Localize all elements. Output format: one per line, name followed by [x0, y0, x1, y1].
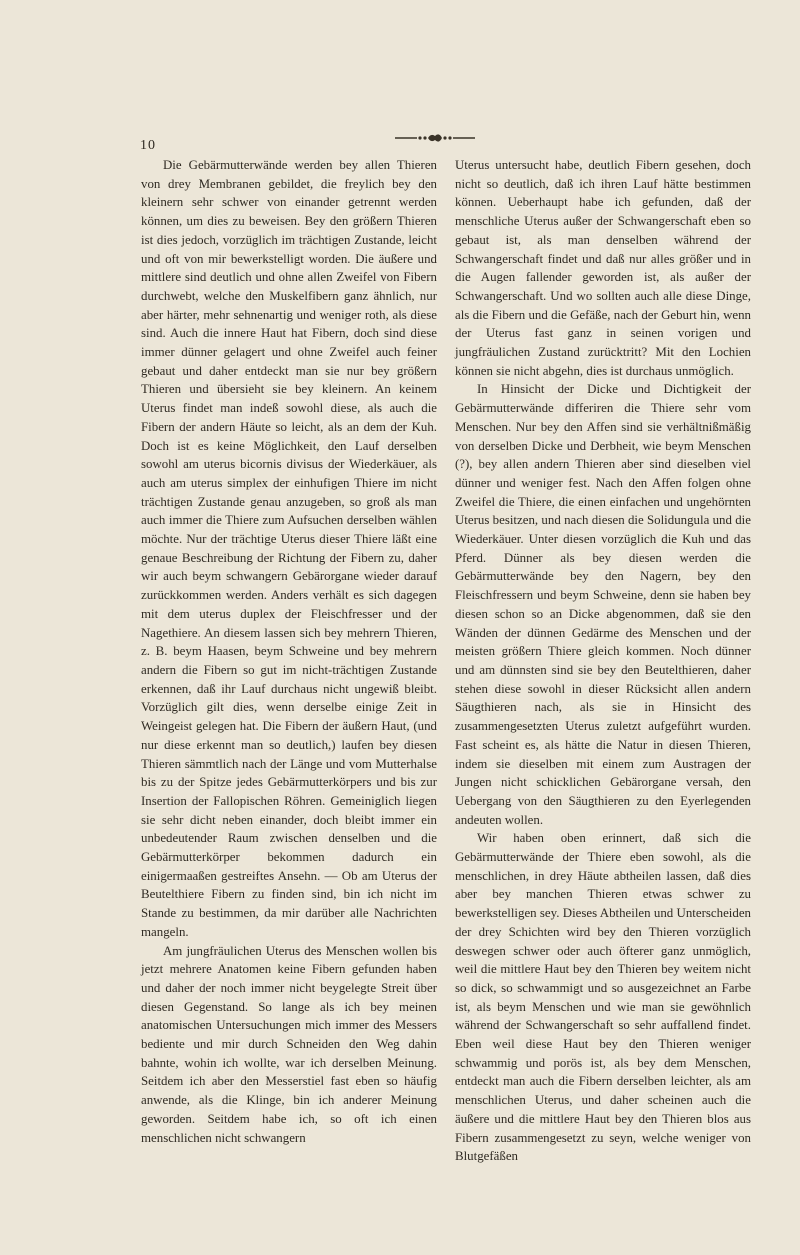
- right-paragraph-3: Wir haben oben erinnert, daß sich die Gebärmutterwände der Thiere eben sowohl, als die menschlichen, in drey Häute abtheilen lassen, daß dies aber bey manchen Thieren etwas schwer zu bewerkstelligen sey. Dieses Abtheilen und Unterscheiden der drey Schichten wird bey den Thieren vorzüglich deswegen schwer oder auch öfterer ganz unmöglich, weil die mittlere Haut bey den Thieren bey weitem nicht so dick, so schwammigt und so ausgezeichnet an Farbe ist, als beym Menschen und wie man sie gewöhnlich während der Schwangerschaft so sehr auffallend findet. Eben weil diese Haut bey den Thieren weniger schwammig und porös ist, als bey dem Menschen, entdeckt man auch die Fibern derselben leichter, als am menschlichen Uterus, und daher scheinen auch die äußere und die mittlere Haut bey den Thieren blos aus Fibern zusammengesetzt zu seyn, welche weniger von Blutgefäßen: [455, 831, 751, 1164]
- right-text-column: [455, 156, 751, 1166]
- left-text-column: [141, 156, 437, 1147]
- right-paragraph-2: In Hinsicht der Dicke und Dichtigkeit der Gebärmutterwände differiren die Thiere sehr vom Menschen. Nur bey den Affen sind sie verhältnißmäßig von derselben Dicke und Derbheit, wie beym Menschen (?), bey allen andern Thieren aber sind dieselben viel dünner und weniger fest. Nach den Affen folgen ohne Zweifel die Thiere, die einen einfachen und ungehörnten Uterus besitzen, und nach diesen die Solidungula und die Wiederkäuer. Unter diesen vorzüglich die Kuh und das Pferd. Dünner als bey diesen werden die Gebärmutterwände bey den Nagern, bey den Fleischfressern und beym Schweine, denn sie haben bey diesen schon so an Dicke abgenommen, daß sie den Wänden der dünnen Gedärme des Menschen und der meisten größern Thiere gleich kommen. Noch dünner und am dünnsten sind sie bey den Beutelthieren, daher stehen diese sowohl in dieser Rücksicht allen andern Säugthieren nach, als sie in Hinsicht des zusammengesetzten Uterus zuletzt aufgeführt wurden. Fast scheint es, als hätte die Natur in diesen Thieren, indem sie dieselben mit einem zum Austragen der Jungen nicht schicklichen Gebärorgane versah, den Uebergang von den Säugthieren zu den Eyerlegenden andeuten wollen.: [455, 382, 751, 827]
- decorative-rule-ornament-icon: [395, 131, 475, 145]
- left-paragraph-2: Am jungfräulichen Uterus des Menschen wollen bis jetzt mehrere Anatomen keine Fibern gefunden haben und daher der noch immer nicht beygelegte Streit über diesen Gegenstand. So lange als ich bey meinen anatomischen Untersuchungen mich immer des Messers bediente und mir durch Schneiden den Weg dahin bahnte, wohin ich wollte, war ich derselben Meinung. Seitdem ich aber den Messerstiel fast eben so häufig anwende, als die Klinge, bin ich anderer Meinung geworden. Seitdem habe ich, so oft ich einen menschlichen nicht schwangern: [141, 943, 437, 1145]
- right-paragraph-1: Uterus untersucht habe, deutlich Fibern gesehen, doch nicht so deutlich, daß ich ihren Lauf hätte bestimmen können. Ueberhaupt habe ich gefunden, daß der menschliche Uterus außer der Schwangerschaft eben so gebaut ist, als man denselben während der Schwangerschaft findet und daß nur alles größer und in die Augen fallender geworden ist, als außer der Schwangerschaft. Und wo sollten auch alle diese Dinge, als die Fibern und die Gefäße, nach der Geburt hin, wenn der Uterus fast ganz in seinen vorigen und jungfräulichen Zustand zurücktritt? Mit den Lochien können sie nicht abgehn, dies ist durchaus unmöglich.: [455, 158, 751, 378]
- left-paragraph-1: Die Gebärmutterwände werden bey allen Thieren von drey Membranen gebildet, die freylich bey den kleinern sehr schwer von einander getrennt werden können, um dies zu beweisen. Bey den größern Thieren ist dies jedoch, vorzüglich im trächtigen Zustande, leicht und oft von mir bewerkstelligt worden. Die äußere und mittlere sind deutlich und ohne allen Zweifel von Fibern durchwebt, welche den Muskelfibern ganz ähnlich, nur aber härter, mehr sehnenartig und weniger roth, als diese sind. Auch die innere Haut hat Fibern, doch sind diese immer dünner gelagert und ohne Zweifel auch feiner gebaut und daher entdeckt man sie nur bey größern Thieren und übersieht sie bey kleinern. An keinem Uterus findet man indeß sowohl diese, als auch die Fibern der andern Häute so leicht, als an dem der Kuh. Doch ist es keine Möglichkeit, den Lauf derselben sowohl am uterus bicornis divisus der Wiederkäuer, als auch am uterus simplex der einhufigen Thiere im nicht trächtigen Zustande genau anzugeben, so groß als man auch immer die Thiere zum Aufsuchen derselben wählen möchte. Nur der trächtige Uterus dieser Thiere läßt eine genaue Beschreibung der Richtung der Fibern zu, daher wir auch beym schwangern Gebärorgane wieder darauf zurückkommen werden. Anders verhält es sich dagegen mit dem uterus duplex der Fleischfresser und der Nagethiere. An diesem lassen sich bey mehrern Thieren, z. B. beym Haasen, beym Schweine und bey mehrern andern die Fibern so gut im nicht-trächtigen Zustande erkennen, daß ihr Lauf durchaus nicht ungewiß bleibt. Vorzüglich gilt dies, wenn derselbe einige Zeit in Weingeist gelegen hat. Die Fibern der äußern Haut, (und nur diese erkennt man so deutlich,) laufen bey diesen Thieren sämmtlich nach der Länge und vom Mutterhalse bis zu der Spitze jedes Gebärmutterkörpers und bis zur Insertion der Fallopischen Röhren. Gemeiniglich liegen sie sehr dicht neben einander, doch bleibt immer ein unbedeutender Raum zwischen denselben und die Gebärmutterkörper bekommen dadurch ein einigermaaßen gestreiftes Ansehn. — Ob am Uterus der Beutelthiere Fibern zu finden sind, bin ich nicht im Stande zu bestimmen, da mir darüber alle Nachrichten mangeln.: [141, 158, 437, 939]
- page-number: 10: [140, 138, 156, 153]
